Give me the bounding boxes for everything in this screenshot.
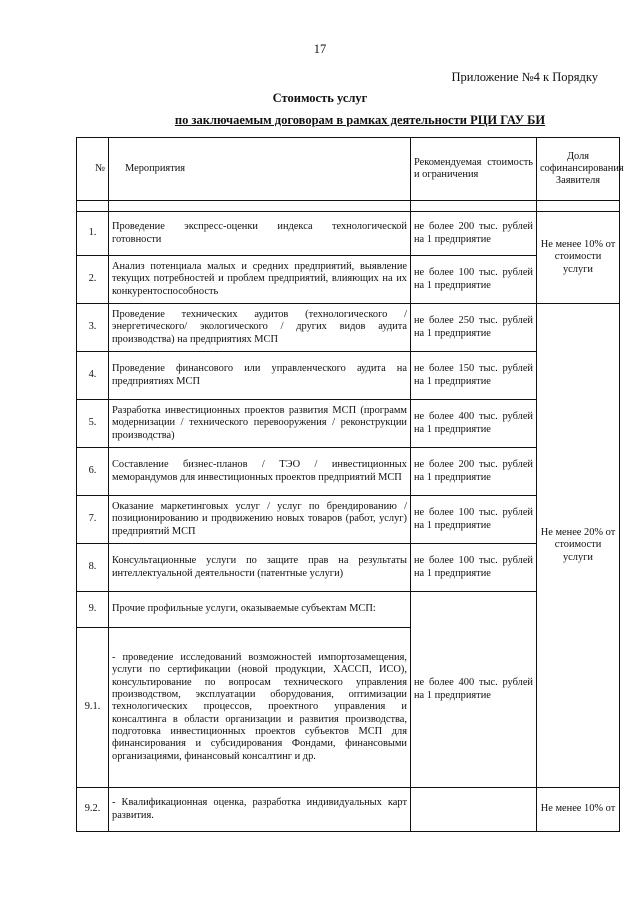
table-row xyxy=(77,212,620,256)
header-activity: Мероприятия xyxy=(109,138,411,201)
row-number: 2. xyxy=(77,256,109,304)
row-number: 6. xyxy=(77,448,109,496)
document-subtitle: по заключаемым договорам в рамках деятельности РЦИ ГАУ БИ xyxy=(174,113,546,127)
table-header-row xyxy=(77,138,620,201)
row-activity: Проведение финансового или управленческого аудита на предприятиях МСП xyxy=(109,352,411,400)
row-share-group-3: Не менее 10% от xyxy=(537,788,620,832)
row-activity: Прочие профильные услуги, оказываемые субъектам МСП: xyxy=(109,592,411,628)
row-cost: не более 400 тыс. рублей на 1 предприятие xyxy=(411,400,537,448)
row-activity: Разработка инвестиционных проектов развития МСП (программ модернизации / технического перевооружения / реконструкции производства) xyxy=(109,400,411,448)
row-activity: Оказание маркетинговых услуг / услуг по брендированию / позиционированию и продвижению новых товаров (работ, услуг) предприятий МСП xyxy=(109,496,411,544)
document-title: Стоимость услуг xyxy=(272,91,368,105)
row-activity: Проведение технических аудитов (технологического / энергетического/ экологического / других видов аудита производства) на предприятиях МСП xyxy=(109,304,411,352)
table-row xyxy=(77,788,620,832)
row-number: 4. xyxy=(77,352,109,400)
row-cost: не более 400 тыс. рублей на 1 предприятие xyxy=(411,592,537,788)
header-cost: Рекомендуемая стоимость и ограничения xyxy=(411,138,537,201)
row-number: 9.2. xyxy=(77,788,109,832)
row-cost xyxy=(411,788,537,832)
row-activity: - Квалификационная оценка, разработка индивидуальных карт развития. xyxy=(109,788,411,832)
row-number: 3. xyxy=(77,304,109,352)
page-number: 17 xyxy=(313,42,327,56)
row-activity: Анализ потенциала малых и средних предприятий, выявление текущих потребностей и проблем предприятий, влияющих на их конкурентоспособность xyxy=(109,256,411,304)
header-number: № xyxy=(77,138,109,201)
row-cost: не более 200 тыс. рублей на 1 предприятие xyxy=(411,448,537,496)
table-row xyxy=(77,304,620,352)
row-cost: не более 200 тыс. рублей на 1 предприятие xyxy=(411,212,537,256)
row-number: 1. xyxy=(77,212,109,256)
row-cost: не более 250 тыс. рублей на 1 предприятие xyxy=(411,304,537,352)
row-share-group-1: Не менее 10% от стоимости услуги xyxy=(537,212,620,304)
row-activity: Составление бизнес-планов / ТЭО / инвестиционных меморандумов для инвестиционных проектов предприятий МСП xyxy=(109,448,411,496)
header-share: Доля софинансирования Заявителя xyxy=(537,138,620,201)
row-activity: Консультационные услуги по защите прав на результаты интеллектуальной деятельности (патентные услуги) xyxy=(109,544,411,592)
row-number: 8. xyxy=(77,544,109,592)
table-spacer-row xyxy=(77,201,620,212)
row-number: 7. xyxy=(77,496,109,544)
row-cost: не более 100 тыс. рублей на 1 предприятие xyxy=(411,544,537,592)
row-share-group-2: Не менее 20% от стоимости услуги xyxy=(537,304,620,788)
appendix-label: Приложение №4 к Порядку xyxy=(451,70,598,84)
row-number: 9. xyxy=(77,592,109,628)
row-activity: Проведение экспресс-оценки индекса технологической готовности xyxy=(109,212,411,256)
services-cost-table xyxy=(76,137,624,832)
row-cost: не более 150 тыс. рублей на 1 предприятие xyxy=(411,352,537,400)
row-cost: не более 100 тыс. рублей на 1 предприятие xyxy=(411,256,537,304)
row-number: 5. xyxy=(77,400,109,448)
row-activity: - проведение исследований возможностей импортозамещения, услуги по сертификации (новой продукции, ХАССП, ИСО), консультирование по вопросам технического управления производством, эксплуатации оборудования, оптимизации технологических процессов, проектного управления и консалтинга в области организации и развития производства, подготовка инвестиционных проектов субъектов МСП для финансирования и субсидирования Фондами, финансовыми организациями, финансовый консалтинг и др. xyxy=(109,628,411,788)
row-number: 9.1. xyxy=(77,628,109,788)
row-cost: не более 100 тыс. рублей на 1 предприятие xyxy=(411,496,537,544)
